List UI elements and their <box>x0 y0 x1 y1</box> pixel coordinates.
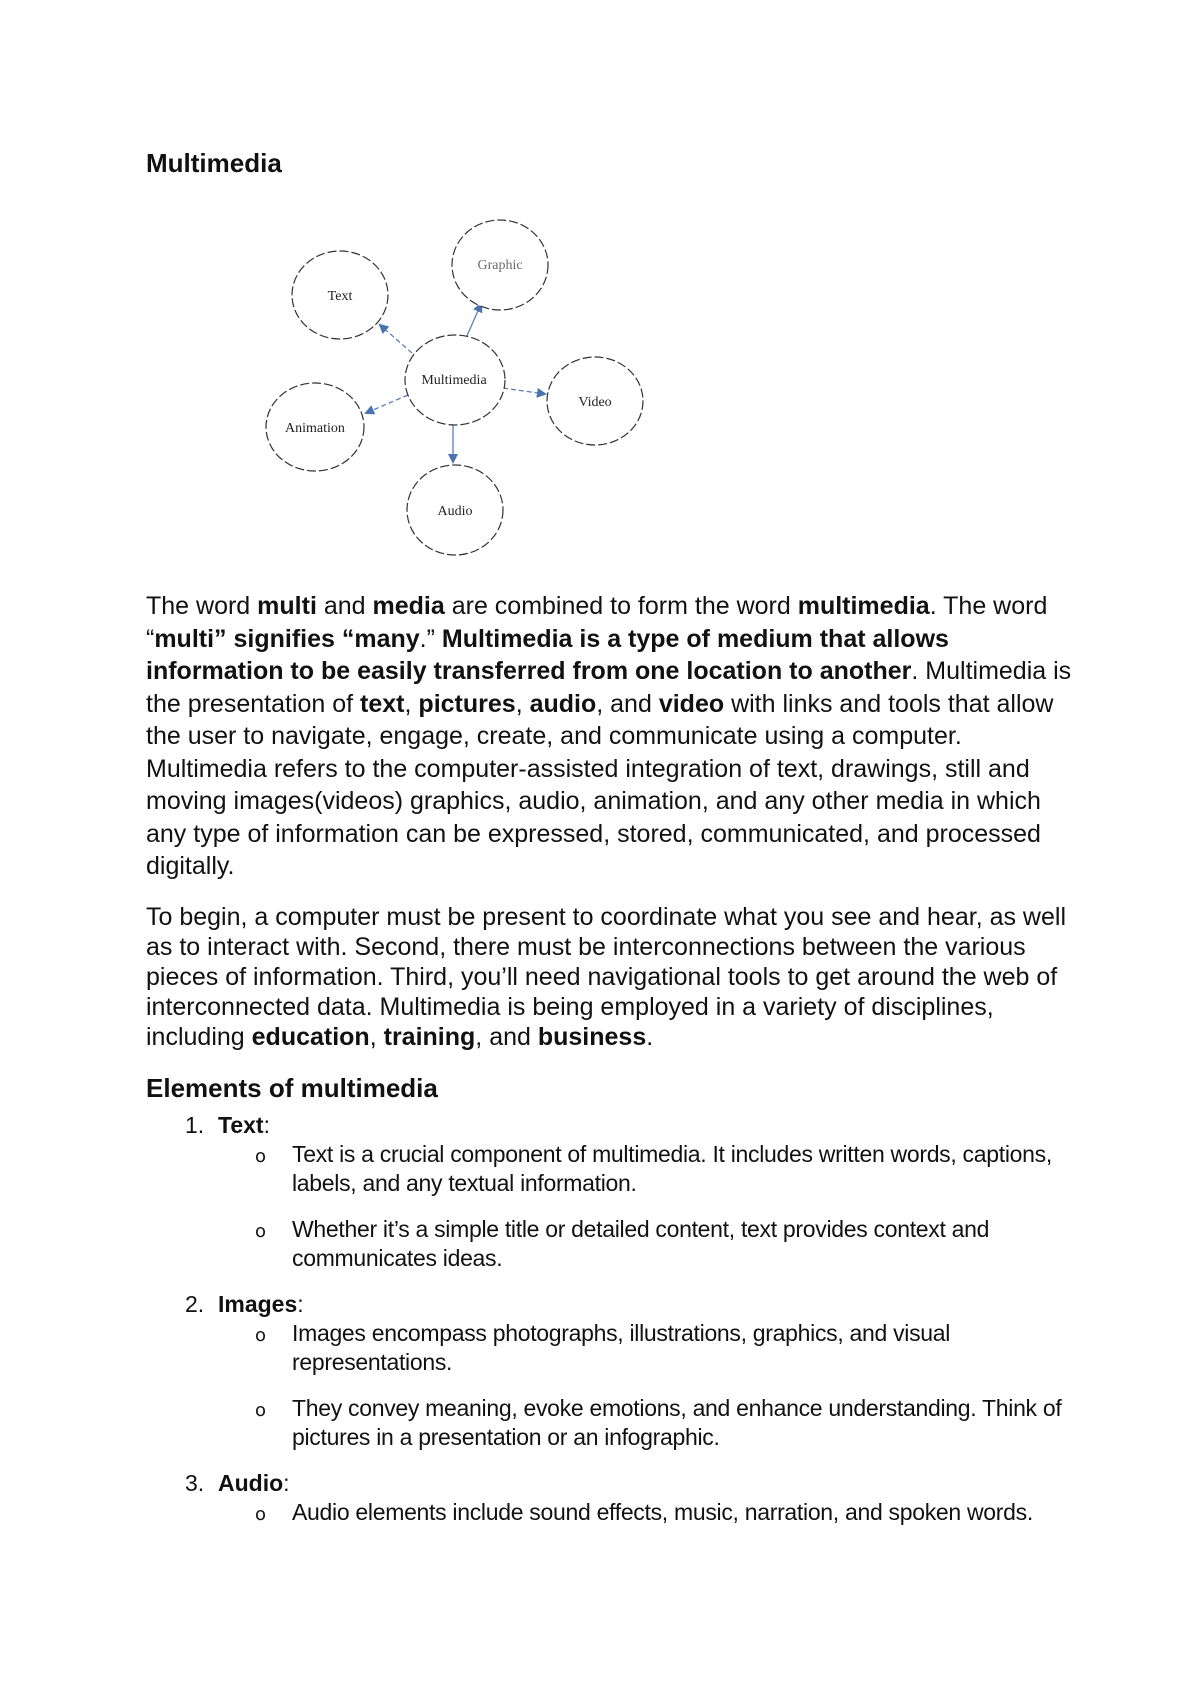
intro-paragraph: The word multi and media are combined to form the word multimedia. The word “multi” signifies “many.” Multimedia is a type of medium that allows information to be easily transferred from one location to another. Multimedia is the presentation of text, pictures, audio, and video with links and tools that allow the user to navigate, engage, create, and communicate using a computer. Multimedia refers to the computer-assisted integration of text, drawings, still and moving images(videos) graphics, audio, animation, and any other media in which any type of information can be expressed, stored, communicated, and processed digitally. <box>146 592 1072 880</box>
edge-to-video <box>503 388 545 394</box>
bullet-text: They convey meaning, evoke emotions, and enhance understanding. Think of pictures in a presentation or an infographic. <box>292 1395 1062 1450</box>
multimedia-diagram <box>0 0 1200 570</box>
bullet-icon: o <box>255 1325 267 1346</box>
edge-to-graphic <box>466 304 481 338</box>
item-number: 3. <box>185 1470 205 1496</box>
node-animation-label: Animation <box>285 421 345 436</box>
edge-to-text <box>380 325 412 353</box>
node-multimedia-label: Multimedia <box>421 373 487 388</box>
section-heading: Elements of multimedia <box>146 1073 438 1103</box>
bullet-text: Audio elements include sound effects, music, narration, and spoken words. <box>292 1499 1033 1525</box>
node-graphic-label: Graphic <box>477 258 523 273</box>
item-title: Audio: <box>218 1470 290 1496</box>
bullet-text: Images encompass photographs, illustrations, graphics, and visual representations. <box>292 1320 951 1375</box>
node-video-label: Video <box>578 395 612 410</box>
bullet-text: Whether it’s a simple title or detailed content, text provides context and communicates ideas. <box>292 1216 990 1271</box>
bullet-icon: o <box>255 1400 267 1421</box>
edge-to-animation <box>366 395 408 413</box>
item-title: Images: <box>218 1291 304 1317</box>
item-title: Text: <box>218 1112 270 1138</box>
bullet-icon: o <box>255 1504 267 1525</box>
item-number: 2. <box>185 1291 205 1317</box>
page-title: Multimedia <box>146 148 282 178</box>
item-number: 1. <box>185 1112 205 1138</box>
node-text-label: Text <box>327 289 353 304</box>
second-paragraph: To begin, a computer must be present to coordinate what you see and hear, as well as to interact with. Second, there must be interconnections between the various pieces of information. Third, you’ll need navigational tools to get around the web of interconnected data. Multimedia is being employed in a variety of disciplines, including education, training, and business. <box>146 903 1066 1051</box>
bullet-text: Text is a crucial component of multimedia. It includes written words, captions, labels, and any textual information. <box>292 1141 1052 1196</box>
node-audio-label: Audio <box>437 504 473 519</box>
bullet-icon: o <box>255 1146 267 1167</box>
bullet-icon: o <box>255 1221 267 1242</box>
